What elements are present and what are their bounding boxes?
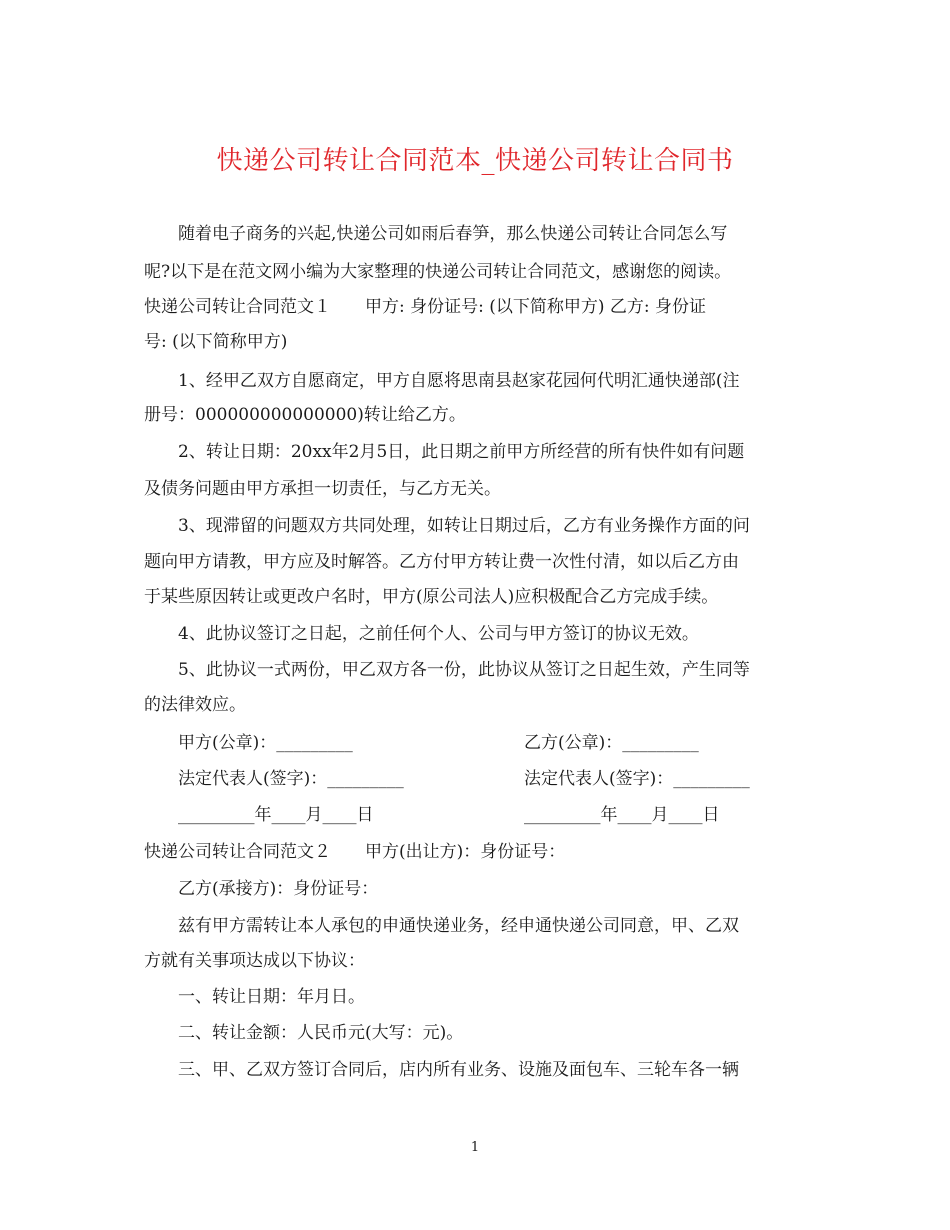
paragraph-line: 二、转让金额：人民币元(大写：元)。 bbox=[178, 1023, 464, 1043]
paragraph-line: 2、转让日期：20xx年2月5日，此日期之前甲方所经营的所有快件如有问题 bbox=[178, 442, 745, 462]
date-a: _________年____月____日 bbox=[178, 805, 374, 825]
paragraph-line: 1、经甲乙双方自愿商定，甲方自愿将思南县赵家花园何代明汇通快递部(注 bbox=[178, 371, 740, 391]
paragraph-line: 一、转让日期：年月日。 bbox=[178, 987, 365, 1007]
paragraph-line: 乙方(承接方)：身份证号： bbox=[178, 879, 379, 899]
paragraph-line: 号: (以下简称甲方) bbox=[144, 332, 288, 352]
date-b: _________年____月____日 bbox=[524, 805, 720, 825]
paragraph-line: 5、此协议一式两份，甲乙双方各一份，此协议从签订之日起生效，产生同等 bbox=[178, 660, 750, 680]
page-number: 1 bbox=[470, 1140, 480, 1155]
paragraph-line: 册号：000000000000000)转让给乙方。 bbox=[144, 405, 466, 425]
paragraph-line: 4、此协议签订之日起，之前任何个人、公司与甲方签订的协议无效。 bbox=[178, 624, 699, 644]
document-title: 快递公司转让合同范本_快递公司转让合同书 bbox=[216, 146, 734, 176]
representative-b: 法定代表人(签字)：_________ bbox=[524, 769, 750, 789]
representative-a: 法定代表人(签字)：_________ bbox=[178, 769, 404, 789]
paragraph-line: 随着电子商务的兴起,快递公司如雨后春笋，那么快递公司转让合同怎么写 bbox=[178, 224, 728, 244]
paragraph-line: 快递公司转让合同范文２ 甲方(出让方)：身份证号： bbox=[144, 842, 566, 862]
paragraph-line: 呢?以下是在范文网小编为大家整理的快递公司转让合同范文，感谢您的阅读。 bbox=[144, 262, 732, 282]
paragraph-line: 于某些原因转让或更改户名时，甲方(原公司法人)应积极配合乙方完成手续。 bbox=[144, 587, 719, 607]
paragraph-line: 3、现滞留的问题双方共同处理，如转让日期过后，乙方有业务操作方面的问 bbox=[178, 516, 750, 536]
paragraph-line: 的法律效应。 bbox=[144, 695, 246, 715]
party-a-seal: 甲方(公章)：_________ bbox=[178, 733, 353, 753]
paragraph-line: 方就有关事项达成以下协议： bbox=[144, 951, 365, 971]
paragraph-line: 题向甲方请教，甲方应及时解答。乙方付甲方转让费一次性付清，如以后乙方由 bbox=[144, 552, 739, 572]
paragraph-line: 三、甲、乙双方签订合同后，店内所有业务、设施及面包车、三轮车各一辆 bbox=[178, 1060, 739, 1080]
party-b-seal: 乙方(公章)：_________ bbox=[524, 733, 699, 753]
paragraph-line: 兹有甲方需转让本人承包的申通快递业务，经申通快递公司同意，甲、乙双 bbox=[178, 916, 739, 936]
paragraph-line: 快递公司转让合同范文１ 甲方: 身份证号: (以下简称甲方) 乙方: 身份证 bbox=[144, 297, 707, 317]
paragraph-line: 及债务问题由甲方承担一切责任，与乙方无关。 bbox=[144, 479, 501, 499]
